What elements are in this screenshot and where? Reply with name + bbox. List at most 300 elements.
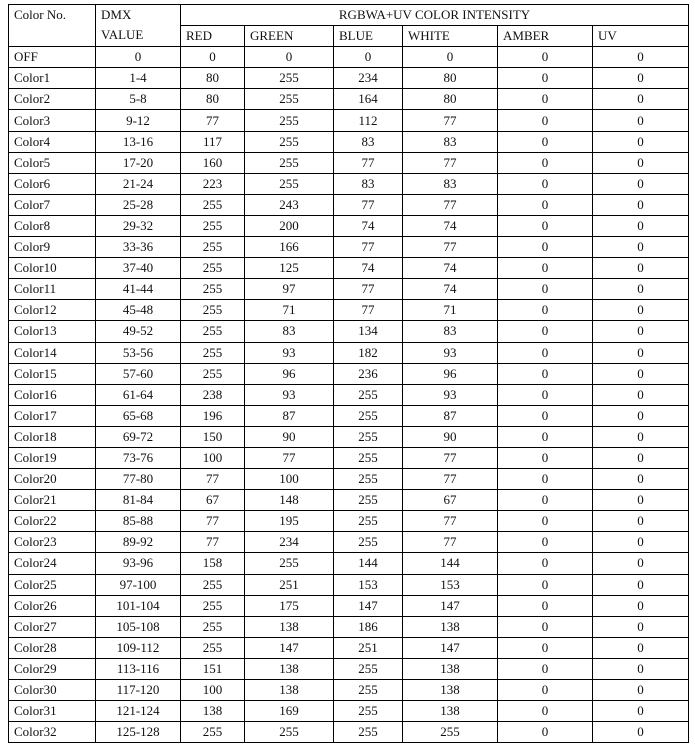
color-name-cell: Color18 — [9, 426, 96, 447]
dmx-cell: 9-12 — [96, 110, 181, 131]
blue-cell: 112 — [334, 110, 403, 131]
uv-cell: 0 — [593, 68, 689, 89]
white-cell: 90 — [403, 426, 498, 447]
amber-cell: 0 — [498, 616, 593, 637]
uv-cell: 0 — [593, 658, 689, 679]
blue-cell: 77 — [334, 300, 403, 321]
white-cell: 83 — [403, 131, 498, 152]
dmx-header-line1: DMX — [101, 7, 132, 22]
white-cell: 138 — [403, 701, 498, 722]
color-name-cell: Color29 — [9, 658, 96, 679]
uv-cell: 0 — [593, 384, 689, 405]
green-cell: 147 — [245, 637, 334, 658]
color-name-cell: Color14 — [9, 342, 96, 363]
amber-cell: 0 — [498, 173, 593, 194]
blue-cell: 147 — [334, 595, 403, 616]
uv-cell: 0 — [593, 426, 689, 447]
table-row — [9, 258, 689, 279]
color-name-cell: OFF — [9, 47, 96, 68]
white-cell: 93 — [403, 342, 498, 363]
color-name-cell: Color23 — [9, 532, 96, 553]
green-cell: 169 — [245, 701, 334, 722]
color-name-cell: Color7 — [9, 194, 96, 215]
red-cell: 77 — [181, 110, 245, 131]
dmx-cell: 85-88 — [96, 511, 181, 532]
green-cell: 96 — [245, 363, 334, 384]
red-cell: 255 — [181, 194, 245, 215]
color-name-cell: Color27 — [9, 616, 96, 637]
red-cell: 67 — [181, 490, 245, 511]
table-row — [9, 447, 689, 468]
white-cell: 138 — [403, 616, 498, 637]
blue-header: BLUE — [334, 26, 403, 47]
color-name-cell: Color4 — [9, 131, 96, 152]
dmx-cell: 0 — [96, 47, 181, 68]
blue-cell: 83 — [334, 131, 403, 152]
amber-cell: 0 — [498, 532, 593, 553]
green-cell: 255 — [245, 553, 334, 574]
green-cell: 93 — [245, 384, 334, 405]
dmx-header-line2: VALUE — [101, 27, 144, 42]
amber-cell: 0 — [498, 658, 593, 679]
white-header: WHITE — [403, 26, 498, 47]
white-cell: 147 — [403, 637, 498, 658]
amber-cell: 0 — [498, 511, 593, 532]
red-header: RED — [181, 26, 245, 47]
color-macro-table — [8, 4, 689, 743]
dmx-cell: 101-104 — [96, 595, 181, 616]
red-cell: 100 — [181, 680, 245, 701]
blue-cell: 234 — [334, 68, 403, 89]
blue-cell: 77 — [334, 194, 403, 215]
table-row — [9, 110, 689, 131]
red-cell: 223 — [181, 173, 245, 194]
white-cell: 138 — [403, 680, 498, 701]
table-row — [9, 595, 689, 616]
table-row — [9, 469, 689, 490]
blue-cell: 77 — [334, 152, 403, 173]
color-name-cell: Color25 — [9, 574, 96, 595]
amber-cell: 0 — [498, 68, 593, 89]
uv-cell: 0 — [593, 131, 689, 152]
uv-cell: 0 — [593, 532, 689, 553]
color-name-cell: Color19 — [9, 447, 96, 468]
red-cell: 255 — [181, 237, 245, 258]
dmx-cell: 93-96 — [96, 553, 181, 574]
green-cell: 100 — [245, 469, 334, 490]
white-cell: 255 — [403, 722, 498, 743]
amber-cell: 0 — [498, 131, 593, 152]
color-name-cell: Color31 — [9, 701, 96, 722]
uv-cell: 0 — [593, 637, 689, 658]
red-cell: 255 — [181, 258, 245, 279]
uv-cell: 0 — [593, 701, 689, 722]
green-cell: 97 — [245, 279, 334, 300]
table-row — [9, 89, 689, 110]
amber-cell: 0 — [498, 469, 593, 490]
color-name-cell: Color30 — [9, 680, 96, 701]
color-no-header: Color No. — [9, 5, 96, 47]
red-cell: 117 — [181, 131, 245, 152]
color-name-cell: Color3 — [9, 110, 96, 131]
uv-cell: 0 — [593, 321, 689, 342]
dmx-cell: 89-92 — [96, 532, 181, 553]
color-name-cell: Color11 — [9, 279, 96, 300]
blue-cell: 186 — [334, 616, 403, 637]
amber-cell: 0 — [498, 321, 593, 342]
color-name-cell: Color17 — [9, 405, 96, 426]
table-row — [9, 321, 689, 342]
white-cell: 144 — [403, 553, 498, 574]
blue-cell: 255 — [334, 511, 403, 532]
amber-cell: 0 — [498, 595, 593, 616]
table-row — [9, 722, 689, 743]
green-cell: 200 — [245, 215, 334, 236]
blue-cell: 255 — [334, 447, 403, 468]
blue-cell: 255 — [334, 658, 403, 679]
dmx-cell: 41-44 — [96, 279, 181, 300]
uv-cell: 0 — [593, 511, 689, 532]
uv-cell: 0 — [593, 300, 689, 321]
uv-cell: 0 — [593, 342, 689, 363]
amber-cell: 0 — [498, 426, 593, 447]
uv-cell: 0 — [593, 47, 689, 68]
color-name-cell: Color16 — [9, 384, 96, 405]
uv-cell: 0 — [593, 722, 689, 743]
amber-cell: 0 — [498, 237, 593, 258]
dmx-cell: 13-16 — [96, 131, 181, 152]
red-cell: 80 — [181, 89, 245, 110]
amber-cell: 0 — [498, 405, 593, 426]
table-row — [9, 426, 689, 447]
header-row-1 — [9, 5, 689, 26]
uv-cell: 0 — [593, 152, 689, 173]
dmx-cell: 69-72 — [96, 426, 181, 447]
white-cell: 77 — [403, 237, 498, 258]
white-cell: 138 — [403, 658, 498, 679]
white-cell: 67 — [403, 490, 498, 511]
white-cell: 0 — [403, 47, 498, 68]
blue-cell: 255 — [334, 469, 403, 490]
red-cell: 77 — [181, 469, 245, 490]
green-cell: 166 — [245, 237, 334, 258]
white-cell: 71 — [403, 300, 498, 321]
dmx-cell: 113-116 — [96, 658, 181, 679]
table-row — [9, 342, 689, 363]
red-cell: 100 — [181, 447, 245, 468]
blue-cell: 251 — [334, 637, 403, 658]
amber-cell: 0 — [498, 279, 593, 300]
uv-cell: 0 — [593, 680, 689, 701]
uv-cell: 0 — [593, 258, 689, 279]
uv-cell: 0 — [593, 173, 689, 194]
dmx-cell: 45-48 — [96, 300, 181, 321]
white-cell: 87 — [403, 405, 498, 426]
blue-cell: 255 — [334, 680, 403, 701]
uv-cell: 0 — [593, 89, 689, 110]
green-cell: 87 — [245, 405, 334, 426]
amber-cell: 0 — [498, 384, 593, 405]
blue-cell: 74 — [334, 258, 403, 279]
uv-header: UV — [593, 26, 689, 47]
blue-cell: 255 — [334, 532, 403, 553]
dmx-cell: 1-4 — [96, 68, 181, 89]
uv-cell: 0 — [593, 574, 689, 595]
white-cell: 77 — [403, 110, 498, 131]
table-row — [9, 511, 689, 532]
dmx-cell: 33-36 — [96, 237, 181, 258]
blue-cell: 255 — [334, 701, 403, 722]
red-cell: 255 — [181, 722, 245, 743]
table-row — [9, 680, 689, 701]
amber-cell: 0 — [498, 701, 593, 722]
blue-cell: 182 — [334, 342, 403, 363]
uv-cell: 0 — [593, 616, 689, 637]
blue-cell: 255 — [334, 490, 403, 511]
blue-cell: 255 — [334, 384, 403, 405]
uv-cell: 0 — [593, 405, 689, 426]
green-header: GREEN — [245, 26, 334, 47]
dmx-cell: 17-20 — [96, 152, 181, 173]
white-cell: 77 — [403, 152, 498, 173]
green-cell: 255 — [245, 89, 334, 110]
dmx-cell: 81-84 — [96, 490, 181, 511]
blue-cell: 255 — [334, 405, 403, 426]
uv-cell: 0 — [593, 447, 689, 468]
green-cell: 138 — [245, 680, 334, 701]
white-cell: 80 — [403, 89, 498, 110]
amber-cell: 0 — [498, 152, 593, 173]
dmx-cell: 37-40 — [96, 258, 181, 279]
amber-cell: 0 — [498, 363, 593, 384]
red-cell: 255 — [181, 215, 245, 236]
dmx-cell: 125-128 — [96, 722, 181, 743]
amber-cell: 0 — [498, 447, 593, 468]
table-row — [9, 47, 689, 68]
amber-cell: 0 — [498, 194, 593, 215]
red-cell: 80 — [181, 68, 245, 89]
color-name-cell: Color12 — [9, 300, 96, 321]
white-cell: 77 — [403, 447, 498, 468]
white-cell: 74 — [403, 258, 498, 279]
dmx-cell: 73-76 — [96, 447, 181, 468]
uv-cell: 0 — [593, 363, 689, 384]
color-name-cell: Color32 — [9, 722, 96, 743]
table-row — [9, 574, 689, 595]
color-name-cell: Color6 — [9, 173, 96, 194]
blue-cell: 83 — [334, 173, 403, 194]
dmx-cell: 105-108 — [96, 616, 181, 637]
color-name-cell: Color10 — [9, 258, 96, 279]
green-cell: 243 — [245, 194, 334, 215]
red-cell: 255 — [181, 616, 245, 637]
table-row — [9, 237, 689, 258]
green-cell: 71 — [245, 300, 334, 321]
amber-cell: 0 — [498, 342, 593, 363]
table-row — [9, 131, 689, 152]
dmx-cell: 49-52 — [96, 321, 181, 342]
amber-cell: 0 — [498, 722, 593, 743]
amber-cell: 0 — [498, 553, 593, 574]
color-name-cell: Color22 — [9, 511, 96, 532]
green-cell: 148 — [245, 490, 334, 511]
green-cell: 255 — [245, 131, 334, 152]
dmx-cell: 65-68 — [96, 405, 181, 426]
table-row — [9, 194, 689, 215]
white-cell: 93 — [403, 384, 498, 405]
uv-cell: 0 — [593, 490, 689, 511]
green-cell: 93 — [245, 342, 334, 363]
color-name-cell: Color28 — [9, 637, 96, 658]
uv-cell: 0 — [593, 215, 689, 236]
table-row — [9, 405, 689, 426]
uv-cell: 0 — [593, 279, 689, 300]
dmx-cell: 57-60 — [96, 363, 181, 384]
blue-cell: 153 — [334, 574, 403, 595]
uv-cell: 0 — [593, 194, 689, 215]
blue-cell: 144 — [334, 553, 403, 574]
red-cell: 160 — [181, 152, 245, 173]
table-row — [9, 384, 689, 405]
blue-cell: 77 — [334, 279, 403, 300]
green-cell: 138 — [245, 658, 334, 679]
white-cell: 77 — [403, 469, 498, 490]
blue-cell: 255 — [334, 722, 403, 743]
red-cell: 138 — [181, 701, 245, 722]
blue-cell: 164 — [334, 89, 403, 110]
table-row — [9, 658, 689, 679]
table-row — [9, 637, 689, 658]
color-name-cell: Color8 — [9, 215, 96, 236]
blue-cell: 236 — [334, 363, 403, 384]
green-cell: 251 — [245, 574, 334, 595]
amber-cell: 0 — [498, 490, 593, 511]
green-cell: 255 — [245, 173, 334, 194]
red-cell: 255 — [181, 300, 245, 321]
amber-cell: 0 — [498, 47, 593, 68]
green-cell: 138 — [245, 616, 334, 637]
table-row — [9, 701, 689, 722]
green-cell: 83 — [245, 321, 334, 342]
green-cell: 195 — [245, 511, 334, 532]
amber-cell: 0 — [498, 258, 593, 279]
green-cell: 125 — [245, 258, 334, 279]
uv-cell: 0 — [593, 553, 689, 574]
dmx-cell: 61-64 — [96, 384, 181, 405]
table-row — [9, 616, 689, 637]
white-cell: 74 — [403, 279, 498, 300]
blue-cell: 0 — [334, 47, 403, 68]
red-cell: 255 — [181, 574, 245, 595]
color-name-cell: Color20 — [9, 469, 96, 490]
table-row — [9, 490, 689, 511]
red-cell: 255 — [181, 342, 245, 363]
amber-cell: 0 — [498, 300, 593, 321]
red-cell: 238 — [181, 384, 245, 405]
table-row — [9, 553, 689, 574]
red-cell: 158 — [181, 553, 245, 574]
white-cell: 83 — [403, 321, 498, 342]
amber-cell: 0 — [498, 89, 593, 110]
color-name-cell: Color26 — [9, 595, 96, 616]
green-cell: 0 — [245, 47, 334, 68]
dmx-cell: 21-24 — [96, 173, 181, 194]
color-name-cell: Color13 — [9, 321, 96, 342]
red-cell: 255 — [181, 321, 245, 342]
white-cell: 80 — [403, 68, 498, 89]
color-name-cell: Color15 — [9, 363, 96, 384]
color-name-cell: Color24 — [9, 553, 96, 574]
table-row — [9, 68, 689, 89]
dmx-value-header — [96, 5, 181, 47]
green-cell: 255 — [245, 722, 334, 743]
blue-cell: 77 — [334, 237, 403, 258]
amber-cell: 0 — [498, 110, 593, 131]
red-cell: 255 — [181, 279, 245, 300]
table-row — [9, 215, 689, 236]
white-cell: 77 — [403, 194, 498, 215]
table-row — [9, 532, 689, 553]
green-cell: 255 — [245, 110, 334, 131]
table-row — [9, 363, 689, 384]
white-cell: 77 — [403, 511, 498, 532]
amber-cell: 0 — [498, 637, 593, 658]
dmx-cell: 121-124 — [96, 701, 181, 722]
amber-cell: 0 — [498, 574, 593, 595]
uv-cell: 0 — [593, 110, 689, 131]
amber-header: AMBER — [498, 26, 593, 47]
white-cell: 77 — [403, 532, 498, 553]
table-header — [9, 5, 689, 47]
white-cell: 83 — [403, 173, 498, 194]
red-cell: 151 — [181, 658, 245, 679]
table-row — [9, 279, 689, 300]
color-name-cell: Color21 — [9, 490, 96, 511]
dmx-cell: 53-56 — [96, 342, 181, 363]
dmx-cell: 25-28 — [96, 194, 181, 215]
table-row — [9, 173, 689, 194]
uv-cell: 0 — [593, 469, 689, 490]
dmx-cell: 77-80 — [96, 469, 181, 490]
color-name-cell: Color1 — [9, 68, 96, 89]
blue-cell: 255 — [334, 426, 403, 447]
table-body — [9, 47, 689, 743]
blue-cell: 74 — [334, 215, 403, 236]
red-cell: 77 — [181, 532, 245, 553]
red-cell: 255 — [181, 363, 245, 384]
white-cell: 74 — [403, 215, 498, 236]
red-cell: 77 — [181, 511, 245, 532]
white-cell: 96 — [403, 363, 498, 384]
red-cell: 255 — [181, 637, 245, 658]
uv-cell: 0 — [593, 595, 689, 616]
dmx-cell: 5-8 — [96, 89, 181, 110]
red-cell: 150 — [181, 426, 245, 447]
intensity-group-header: RGBWA+UV COLOR INTENSITY — [181, 5, 689, 26]
green-cell: 90 — [245, 426, 334, 447]
green-cell: 255 — [245, 68, 334, 89]
red-cell: 255 — [181, 595, 245, 616]
uv-cell: 0 — [593, 237, 689, 258]
green-cell: 234 — [245, 532, 334, 553]
blue-cell: 134 — [334, 321, 403, 342]
dmx-cell: 109-112 — [96, 637, 181, 658]
color-name-cell: Color9 — [9, 237, 96, 258]
green-cell: 77 — [245, 447, 334, 468]
table-row — [9, 152, 689, 173]
red-cell: 196 — [181, 405, 245, 426]
amber-cell: 0 — [498, 680, 593, 701]
